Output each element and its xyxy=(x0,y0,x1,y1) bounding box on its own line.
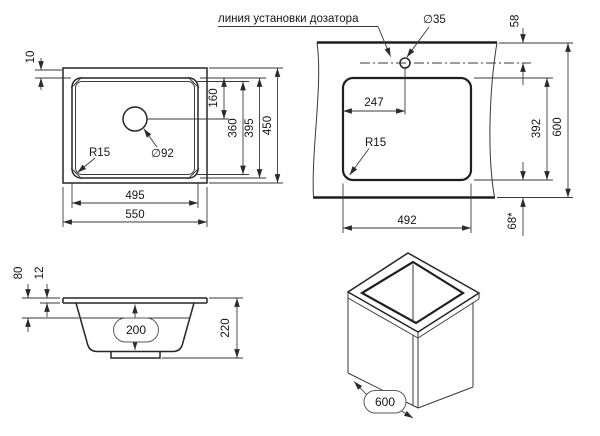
dim-dispenser-line-offset: 58 xyxy=(509,14,522,28)
dim-countertop-depth: 600 xyxy=(552,117,564,137)
countertop-break-left xyxy=(313,43,319,198)
sink-rim-profile xyxy=(63,298,207,303)
drain-hole xyxy=(123,107,147,131)
leader-drain-diameter xyxy=(144,129,157,147)
leader-cabinet-width-left xyxy=(354,382,367,395)
label-corner-radius-top-view: R15 xyxy=(89,147,111,159)
sink-outer-outline xyxy=(63,68,207,183)
isometric-view xyxy=(348,253,479,418)
dim-bowl-inner-depth: 200 xyxy=(125,323,147,337)
section-view xyxy=(13,267,243,358)
note-dispenser-line: линия установки дозатора xyxy=(218,13,359,25)
label-drain-diameter: ∅92 xyxy=(151,148,174,160)
top-view xyxy=(25,51,283,227)
dim-overall-height: 220 xyxy=(220,318,232,338)
leader-cabinet-width-right xyxy=(402,411,414,418)
cutout-outline xyxy=(343,78,471,180)
leader-r15-cutout xyxy=(350,149,369,176)
countertop-break-right xyxy=(490,43,497,198)
dim-opening-depth: 360 xyxy=(227,118,240,138)
dim-front-distance: 68* xyxy=(507,212,519,230)
bowl-outline xyxy=(72,78,198,178)
dim-bowl-width: 495 xyxy=(125,190,145,202)
label-dispenser-diameter: ∅35 xyxy=(423,14,446,26)
bowl-corner-chamfers xyxy=(71,77,199,179)
dim-bowl-depth: 395 xyxy=(244,118,256,138)
dim-outer-depth: 450 xyxy=(262,115,274,136)
dim-cutout-depth: 392 xyxy=(531,118,543,139)
dim-rim-thickness: 12 xyxy=(34,266,46,280)
bowl-inner-edge xyxy=(76,82,195,175)
dim-outer-width: 550 xyxy=(125,209,145,221)
dim-rim-offset-top: 10 xyxy=(25,50,37,64)
leader-r15-top-view xyxy=(78,158,96,173)
dim-rim-to-step: 80 xyxy=(13,266,25,280)
dim-cabinet-width: 600 xyxy=(374,395,396,409)
dim-drain-offset: 160 xyxy=(208,88,220,108)
dim-cutout-width: 492 xyxy=(397,215,417,227)
drain-boss xyxy=(111,352,160,359)
dim-dispenser-offset: 247 xyxy=(364,97,384,109)
label-corner-radius-cutout: R15 xyxy=(365,137,387,149)
